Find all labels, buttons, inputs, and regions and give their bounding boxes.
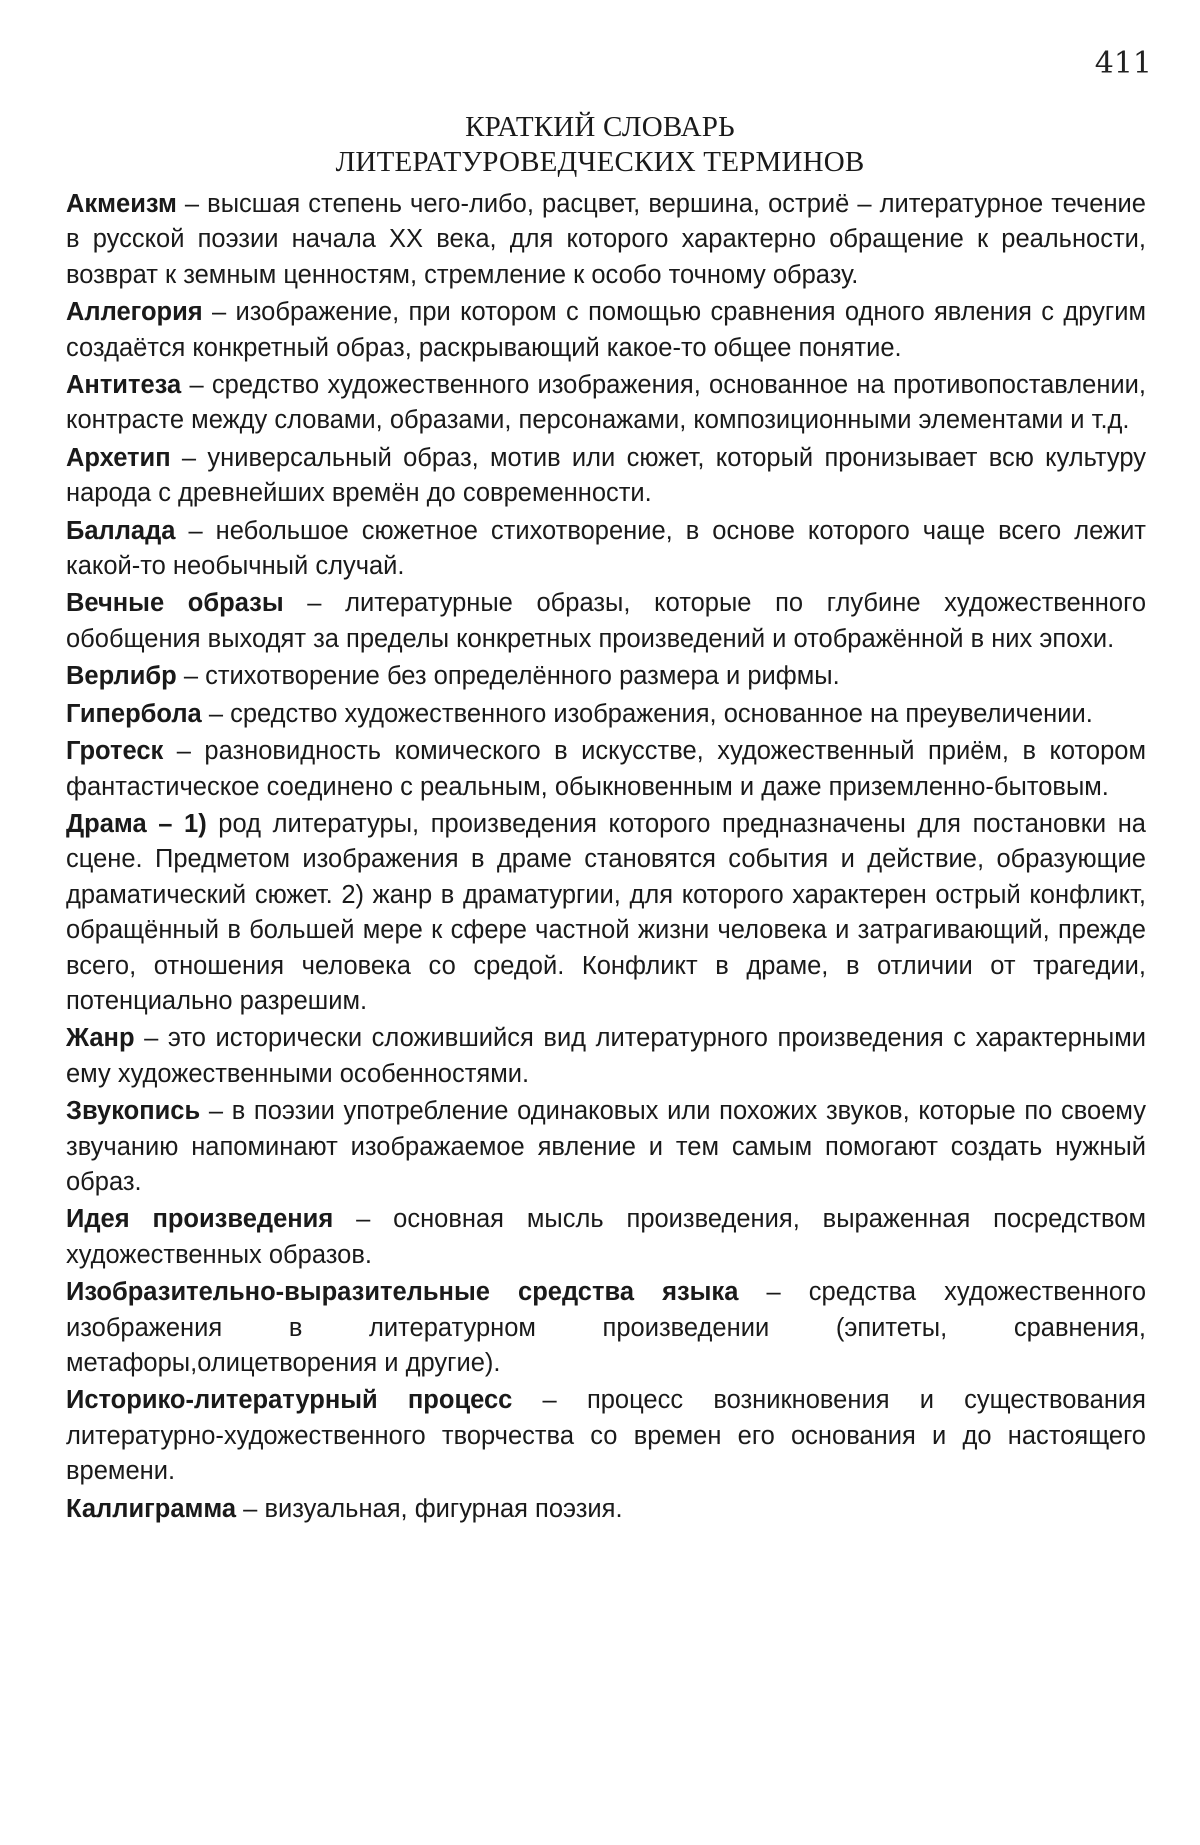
glossary-definition: – средства художественного изображения в литературном произведении (эпитеты, сравнения, метафоры,олицетворения и другие). — [66, 1278, 1146, 1377]
glossary-entry — [66, 1202, 1146, 1273]
glossary-term: Каллиграмма — [66, 1494, 237, 1523]
glossary-entry — [66, 586, 1146, 657]
glossary-definition: – средство художественного изображения, основанное на преувеличении. — [201, 699, 1093, 728]
glossary-entry — [66, 807, 1146, 1019]
glossary-term: Архетип — [66, 443, 171, 472]
glossary-term: Аллегория — [66, 298, 203, 327]
glossary-entry — [66, 1021, 1146, 1092]
glossary-definition: – визуальная, фигурная поэзия. — [236, 1494, 623, 1523]
glossary-list — [66, 187, 1146, 1529]
page-title — [0, 110, 1200, 180]
glossary-term: Гротеск — [66, 737, 164, 766]
glossary-entry — [66, 734, 1146, 805]
glossary-term: Вечные образы — [66, 589, 284, 618]
glossary-definition: – универсальный образ, мотив или сюжет, который пронизывает всю культуру народа с древнейших времён до современности. — [66, 443, 1146, 508]
glossary-entry — [66, 1383, 1146, 1489]
glossary-term: Баллада — [66, 516, 176, 545]
glossary-definition: – изображение, при котором с помощью сравнения одного явления с другим создаётся конкретный образ, раскрывающий какое-то общее понятие. — [66, 298, 1146, 362]
glossary-term: Идея произведения — [66, 1205, 334, 1234]
glossary-definition: – литературные образы, которые по глубине художественного обобщения выходят за пределы конкретных произведений и отображённой в них эпохи. — [66, 589, 1146, 653]
glossary-term: Звукопись — [66, 1097, 201, 1126]
glossary-term: Верлибр — [66, 662, 177, 691]
glossary-entry — [66, 187, 1146, 293]
title-line-2: ЛИТЕРАТУРОВЕДЧЕСКИХ ТЕРМИНОВ — [335, 146, 865, 178]
glossary-definition: – в поэзии употребление одинаковых или похожих звуков, которые по своему звучанию напоминают изображаемое явление и тем самым помогают создать нужный образ. — [66, 1097, 1146, 1196]
glossary-entry — [66, 295, 1146, 366]
glossary-term: Жанр — [66, 1024, 135, 1053]
glossary-entry — [66, 1094, 1146, 1200]
glossary-entry — [66, 514, 1146, 585]
page-number: 411 — [1094, 46, 1152, 81]
glossary-definition: – основная мысль произведения, выраженная посредством художественных образов. — [66, 1205, 1146, 1269]
glossary-definition: – высшая степень чего-либо, расцвет, вершина, остриё – литературное течение в русской поэзии начала XX века, для которого характерно обращение к реальности, возврат к земным ценностям, стремление к особо точному образу. — [66, 190, 1146, 289]
glossary-entry — [66, 368, 1146, 439]
glossary-entry — [66, 441, 1146, 512]
glossary-definition: – это исторически сложившийся вид литературного произведения с характерными ему художественными особенностями. — [66, 1024, 1146, 1088]
glossary-definition: – небольшое сюжетное стихотворение, в основе которого чаще всего лежит какой-то необычный случай. — [66, 516, 1146, 581]
glossary-term: Антитеза — [66, 371, 182, 400]
glossary-definition: род литературы, произведения которого предназначены для постановки на сцене. Предметом изображения в драме становятся события и действие, образующие драматический сюжет. 2) жанр в драматургии, для которого характерен острый конфликт, обращённый в большей мере к сфере частной жизни человека и затрагивающий, прежде всего, отношения человека со средой. Конфликт в драме, в отличии от трагедии, потенциально разрешим. — [66, 809, 1146, 1015]
glossary-term: Изобразительно-выразительные средства языка — [66, 1278, 739, 1307]
glossary-entry — [66, 659, 1146, 694]
glossary-entry — [66, 1492, 1146, 1527]
glossary-definition: – средство художественного изображения, основанное на противопоставлении, контрасте между словами, образами, персонажами, композиционными элементами и т.д. — [66, 371, 1146, 435]
glossary-term: Драма – 1) — [66, 809, 207, 838]
glossary-entry — [66, 697, 1146, 732]
title-line-1: КРАТКИЙ СЛОВАРЬ — [465, 111, 735, 143]
glossary-term: Историко-литературный процесс — [66, 1386, 513, 1415]
glossary-definition: – стихотворение без определённого размера и рифмы. — [176, 662, 840, 691]
glossary-definition: – процесс возникновения и существования литературно-художественного творчества со времен его основания и до настоящего времени. — [66, 1386, 1146, 1486]
glossary-term: Гипербола — [66, 699, 202, 728]
glossary-term: Акмеизм — [66, 190, 177, 218]
glossary-definition: – разновидность комического в искусстве, художественный приём, в котором фантастическое соединено с реальным, обыкновенным и даже приземленно-бытовым. — [66, 737, 1146, 801]
glossary-entry — [66, 1275, 1146, 1381]
